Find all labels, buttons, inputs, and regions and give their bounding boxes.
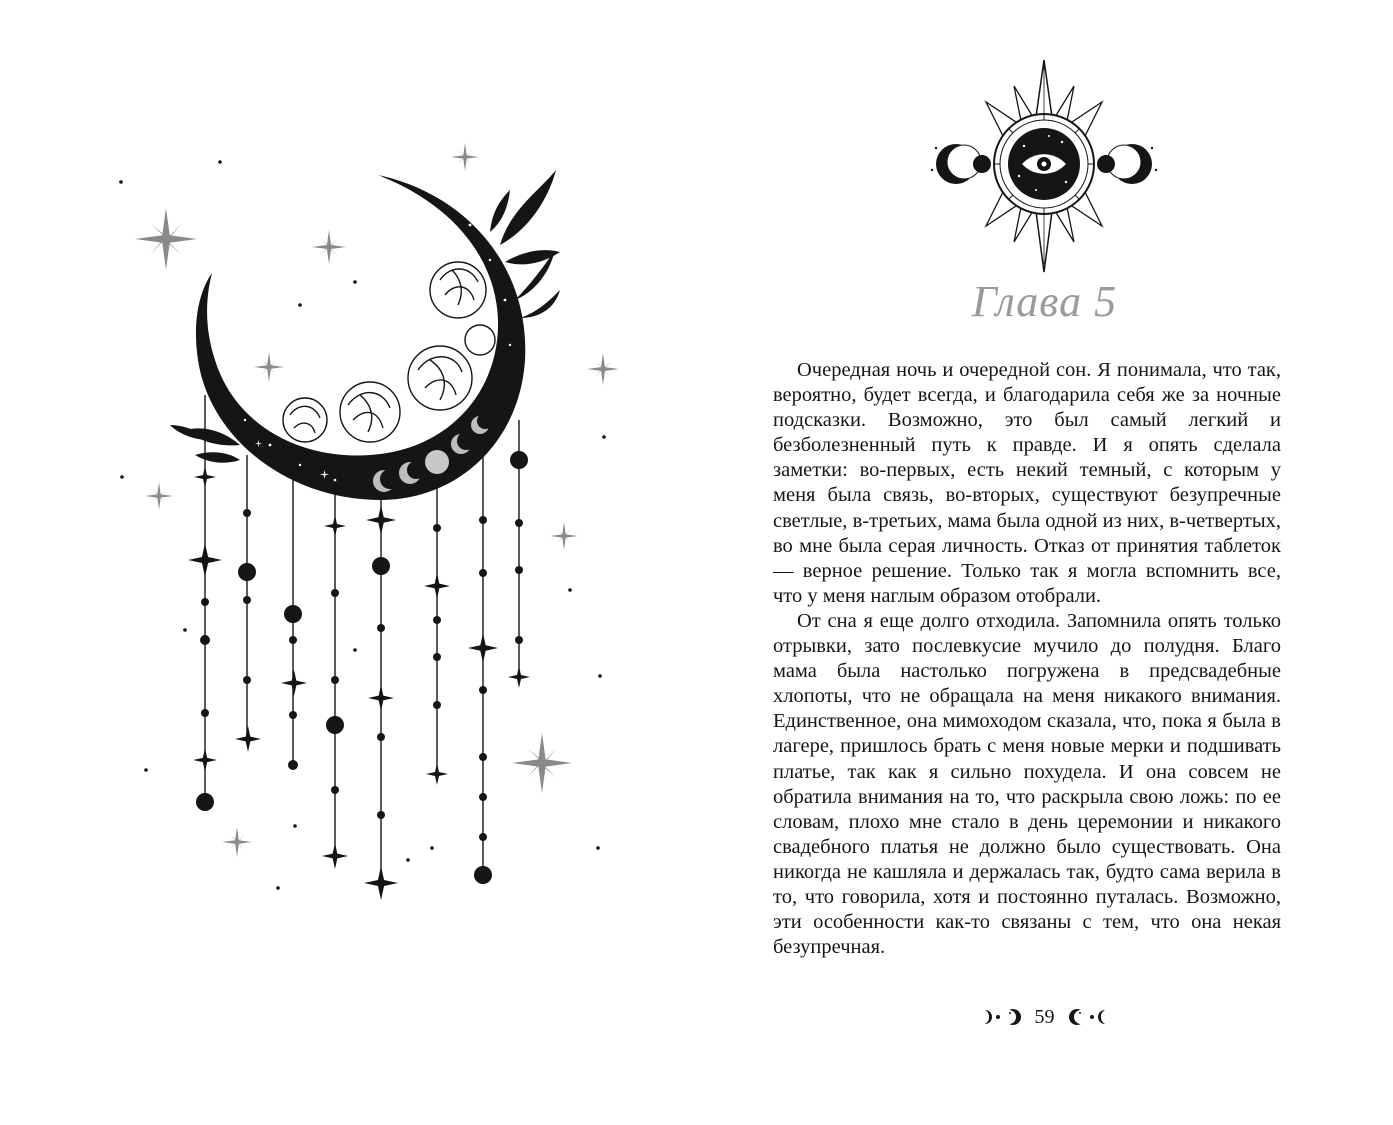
left-page xyxy=(0,0,696,1125)
paragraph-1: Очередная ночь и очередной сон. Я понимала, что так, вероятно, будет всегда, и благодарила себя же за ночные подсказки. Возможно, это был самый легкий и безболезненный путь к правде. И я опять сделала заметки: во-первых, есть некий темный, с которым у меня была связь, во-вторых, существуют безупречные светлые, в-третьих, мама была одной из них, в-четвертых, во мне была серая личность. Отказ от принятия таблеток — верное решение. Только так я могла вспомнить все, что у меня наглым образом отобрали. xyxy=(773,359,1281,607)
sun-eye-moon-emblem-icon xyxy=(926,55,1162,273)
crescent-moon-dreamcatcher-illustration xyxy=(0,0,696,1125)
right-page xyxy=(696,0,1393,1125)
chapter-title: Глава 5 xyxy=(971,277,1118,326)
chapter-body xyxy=(773,358,1281,960)
page-number: 59 xyxy=(1034,1005,1055,1028)
paragraph-2: От сна я еще долго отходила. Запомнила опять только отрывки, зато послевкусие мучило до полудня. Благо мама была настолько погружена в предсвадебные хлопоты, что не обращала на меня никакого внимания. Единственное, она мимоходом сказала, что, пока я была в лагере, пришлось брать с меня новые мерки и подшивать платье, так как я сильно похудела. И она совсем не обратила внимания на то, что раскрыла свою ложь: по ее словам, плохо мне стало в день церемонии и никакого свадебного платья не должно было существовать. Она никогда не кашляла и держалась так, будто сама верила в то, что говорила, хотя и постоянно путалась. Возможно, эти особенности как-то связаны с тем, что она некая безупречная. xyxy=(773,609,1281,959)
waxing-moon-phases-icon xyxy=(981,1005,1025,1029)
page-footer xyxy=(696,1005,1393,1029)
waning-moon-phases-icon xyxy=(1065,1005,1109,1029)
